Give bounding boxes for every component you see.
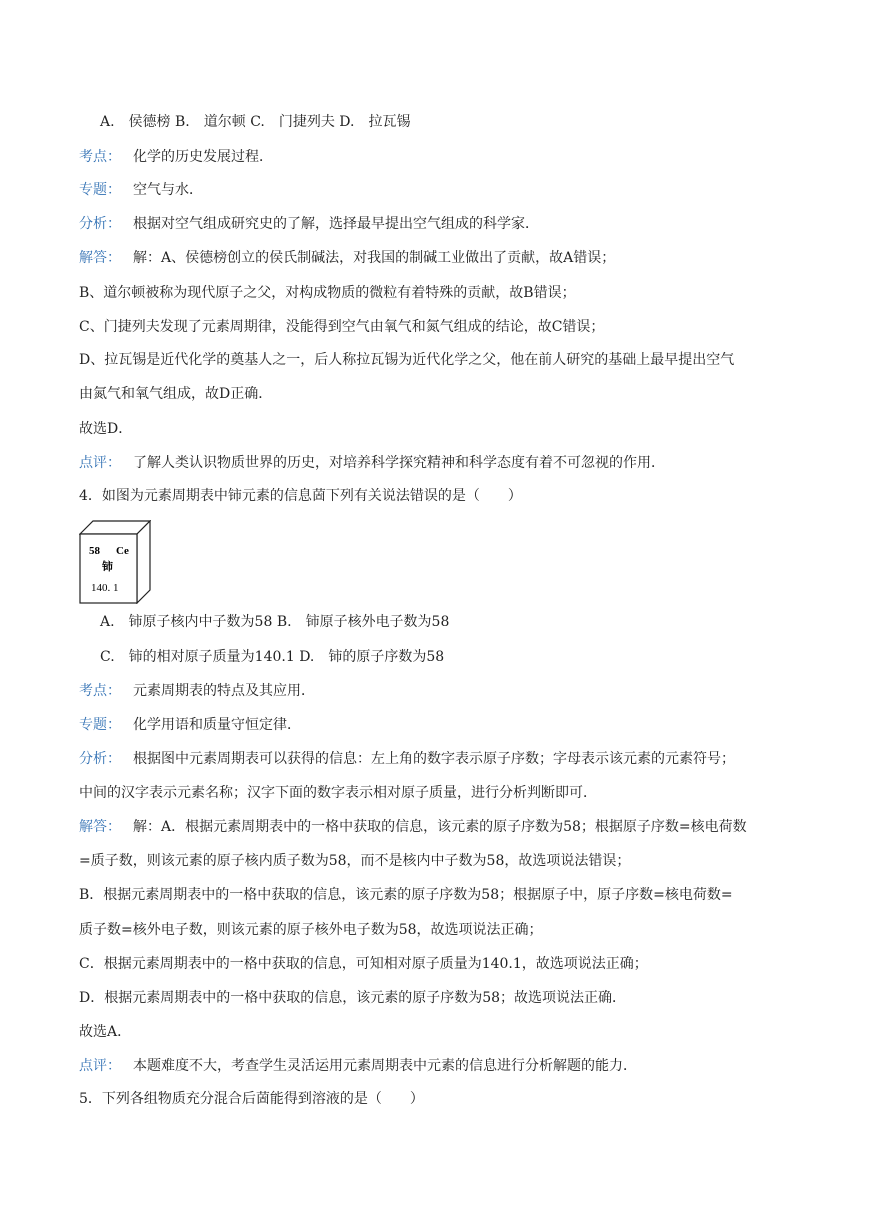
q4-jieda-1 — [79, 817, 747, 837]
q4-fenxi-1 — [79, 749, 735, 769]
fenxi-text: 根据图中元素周期表可以获得的信息：左上角的数字表示原子序数；字母表示该元素的元素符号； — [133, 751, 735, 767]
q4-dianping — [79, 1056, 637, 1076]
q4-jieda-b1: B．根据元素周期表中的一格中获取的信息，该元素的原子序数为58；根据原子中，原子序数=核电荷数= — [79, 887, 733, 903]
fenxi-label: 分析： — [79, 751, 121, 767]
q4-zhuanti — [79, 715, 301, 735]
kaodian-text: 化学的历史发展过程． — [133, 149, 273, 165]
element-name: 铈 — [102, 560, 113, 573]
q3-jieda-c: C、门捷列夫发现了元素周期律，没能得到空气由氧气和氮气组成的结论，故C错误； — [79, 319, 605, 335]
fenxi-label: 分析： — [79, 216, 121, 232]
q4-jieda-b2: 质子数=核外电子数，则该元素的原子核外电子数为58，故选项说法正确； — [79, 922, 543, 938]
zhuanti-text: 空气与水． — [133, 182, 203, 198]
dianping-label: 点评： — [79, 455, 121, 471]
element-number: 58 — [89, 545, 100, 557]
q3-jieda — [79, 248, 615, 268]
zhuanti-text: 化学用语和质量守恒定律． — [133, 717, 301, 733]
jieda-text: 解：A、侯德榜创立的侯氏制碱法，对我国的制碱工业做出了贡献，故A错误； — [133, 250, 616, 266]
q4-jieda-c: C．根据元素周期表中的一格中获取的信息，可知相对原子质量为140.1，故选项说法正确； — [79, 956, 648, 972]
q3-jieda-d1: D、拉瓦锡是近代化学的奠基人之一，后人称拉瓦锡为近代化学之父，他在前人研究的基础上最早提出空气 — [79, 352, 735, 368]
dianping-label: 点评： — [79, 1058, 121, 1074]
element-cell-image — [79, 520, 151, 604]
q4-jieda-d: D．根据元素周期表中的一格中获取的信息，该元素的原子序数为58；故选项说法正确． — [79, 990, 627, 1006]
element-symbol: Ce — [116, 545, 129, 557]
jieda-label: 解答： — [79, 819, 121, 835]
q4-fenxi-2: 中间的汉字表示元素名称；汉字下面的数字表示相对原子质量，进行分析判断即可． — [79, 785, 597, 801]
q3-fenxi — [79, 214, 539, 234]
dianping-text: 了解人类认识物质世界的历史，对培养科学探究精神和科学态度有着不可忽视的作用． — [133, 455, 665, 471]
kaodian-text: 元素周期表的特点及其应用． — [133, 683, 315, 699]
q3-kaodian — [79, 147, 273, 167]
element-mass: 140. 1 — [91, 582, 119, 594]
jieda-label: 解答： — [79, 250, 121, 266]
q4-jieda-2: =质子数，则该元素的原子核内质子数为58，而不是核内中子数为58，故选项说法错误； — [79, 853, 631, 869]
q4-options-cd: C. 铈的相对原子质量为140.1 D. 铈的原子序数为58 — [100, 649, 445, 665]
fenxi-text: 根据对空气组成研究史的了解，选择最早提出空气组成的科学家． — [133, 216, 539, 232]
jieda-text: 解：A．根据元素周期表中的一格中获取的信息，该元素的原子序数为58；根据原子序数=核电荷数 — [133, 819, 747, 835]
q5-question: 5．下列各组物质充分混合后䓢能得到溶液的是（ ） — [79, 1091, 424, 1107]
kaodian-label: 考点： — [79, 683, 121, 699]
q3-options: A. 侯德榜 B. 道尔顿 C. 门捷列夫 D. 拉瓦锡 — [100, 114, 411, 130]
q3-dianping — [79, 453, 665, 473]
kaodian-label: 考点： — [79, 149, 121, 165]
q4-options-ab: A. 铈原子核内中子数为58 B. 铈原子核外电子数为58 — [100, 614, 450, 630]
q4-question: 4．如图为元素周期表中铈元素的信息䓢下列有关说法错误的是（ ） — [79, 488, 522, 504]
q4-answer: 故选A． — [79, 1024, 132, 1040]
q3-zhuanti — [79, 180, 203, 200]
dianping-text: 本题难度不大，考查学生灵活运用元素周期表中元素的信息进行分析解题的能力． — [133, 1058, 637, 1074]
q3-jieda-d2: 由氮气和氧气组成，故D正确． — [79, 386, 273, 402]
q3-answer: 故选D． — [79, 421, 133, 437]
q3-jieda-b: B、道尔顿被称为现代原子之父，对构成物质的微粒有着特殊的贡献，故B错误； — [79, 285, 576, 301]
zhuanti-label: 专题： — [79, 717, 121, 733]
zhuanti-label: 专题： — [79, 182, 121, 198]
q4-kaodian — [79, 681, 315, 701]
